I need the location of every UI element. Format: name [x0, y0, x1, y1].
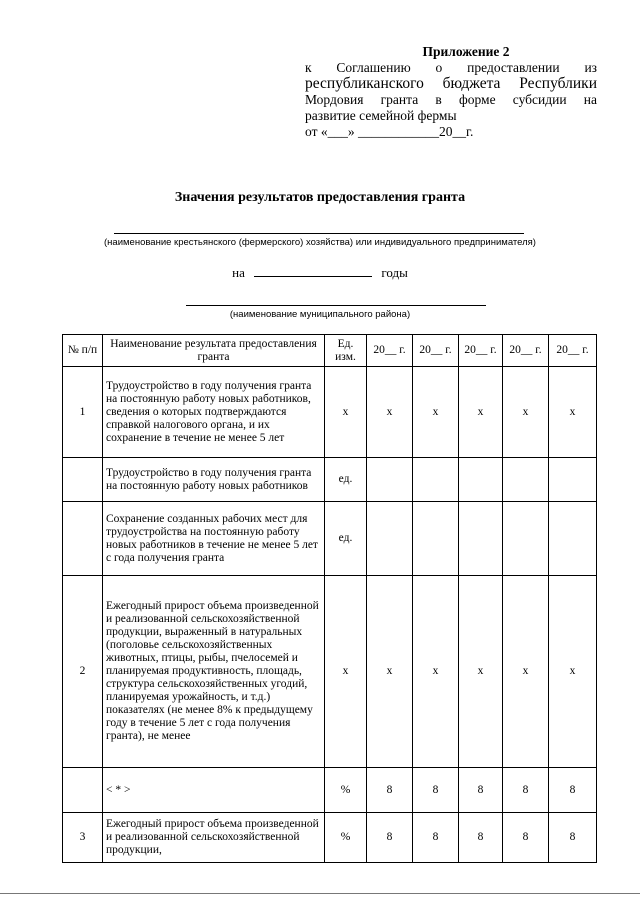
row-value	[367, 458, 413, 502]
row-value	[549, 458, 597, 502]
row-name: Трудоустройство в году получения гранта на постоянную работу новых работников, сведения о которых подтверждаются справкой налогового органа, и их сохранение в течение не менее 5 лет	[103, 367, 325, 458]
row-num	[63, 768, 103, 813]
appendix-line: Мордовия гранта в форме субсидии на	[305, 92, 597, 107]
row-value: х	[549, 576, 597, 768]
row-value: 8	[459, 813, 503, 863]
row-value	[413, 502, 459, 576]
document-heading: Значения результатов предоставления гранта	[174, 190, 466, 205]
row-value: 8	[549, 813, 597, 863]
table-row	[63, 768, 597, 813]
row-unit: ед.	[325, 458, 367, 502]
row-value	[367, 502, 413, 576]
row-name: < * >	[103, 768, 325, 813]
row-num: 1	[63, 367, 103, 458]
appendix-block	[305, 44, 597, 140]
row-value: х	[459, 576, 503, 768]
years-line	[0, 264, 640, 281]
row-value	[459, 458, 503, 502]
row-num	[63, 458, 103, 502]
row-value: 8	[503, 813, 549, 863]
row-value	[503, 502, 549, 576]
row-value: х	[459, 367, 503, 458]
row-unit: х	[325, 367, 367, 458]
row-unit: %	[325, 813, 367, 863]
years-prefix: на	[232, 265, 245, 280]
row-num	[63, 502, 103, 576]
results-table	[62, 334, 597, 863]
row-value: 8	[459, 768, 503, 813]
district-name-line	[186, 305, 486, 306]
row-value: 8	[413, 813, 459, 863]
district-caption: (наименование муниципального района)	[229, 309, 411, 320]
row-name: Ежегодный прирост объема произведенной и реализованной сельскохозяйственной продукции, выраженный в натуральных (поголовье сельскохозяйственных животных, птицы, рыбы, пчелосемей и планируемая продуктивность, площадь, структура сельскохозяйственных угодий, планируемая урожайность, и т.д.) показателях (не менее 8% к предыдущему году в течение 5 лет с года получения гранта), не менее	[103, 576, 325, 768]
row-value: 8	[549, 768, 597, 813]
appendix-title: Приложение 2	[422, 44, 510, 59]
table-row	[63, 502, 597, 576]
row-value	[503, 458, 549, 502]
years-suffix: годы	[381, 265, 408, 280]
appendix-line: от «___» ____________20__г.	[305, 124, 474, 139]
entity-name-line	[114, 233, 524, 234]
row-value: х	[367, 576, 413, 768]
appendix-line: к Соглашению о предоставлении из	[305, 60, 597, 75]
appendix-line: развитие семейной фермы	[305, 108, 457, 123]
header-year: 20__ г.	[503, 335, 549, 367]
row-unit: %	[325, 768, 367, 813]
header-year: 20__ г.	[549, 335, 597, 367]
table-row	[63, 367, 597, 458]
page-bottom-rule	[0, 893, 640, 894]
row-name: Ежегодный прирост объема произведенной и реализованной сельскохозяйственной продукции,	[103, 813, 325, 863]
row-value	[413, 458, 459, 502]
row-value: 8	[503, 768, 549, 813]
row-unit: ед.	[325, 502, 367, 576]
row-num: 2	[63, 576, 103, 768]
row-name: Сохранение созданных рабочих мест для трудоустройства на постоянную работу новых работников в течение не менее 5 лет с года получения гранта	[103, 502, 325, 576]
header-name: Наименование результата предоставления гранта	[103, 335, 325, 367]
header-year: 20__ г.	[413, 335, 459, 367]
table-row	[63, 576, 597, 768]
row-value: х	[367, 367, 413, 458]
header-num: № п/п	[63, 335, 103, 367]
table-row	[63, 458, 597, 502]
row-value: х	[549, 367, 597, 458]
row-value: 8	[367, 813, 413, 863]
row-value: х	[503, 576, 549, 768]
years-blank	[254, 264, 372, 277]
row-value: 8	[367, 768, 413, 813]
header-year: 20__ г.	[367, 335, 413, 367]
row-value: х	[413, 367, 459, 458]
header-unit: Ед. изм.	[325, 335, 367, 367]
row-name: Трудоустройство в году получения гранта на постоянную работу новых работников	[103, 458, 325, 502]
header-year: 20__ г.	[459, 335, 503, 367]
row-num: 3	[63, 813, 103, 863]
appendix-line: республиканского бюджета Республики	[305, 75, 597, 92]
row-value: х	[413, 576, 459, 768]
entity-caption: (наименование крестьянского (фермерского) хозяйства) или индивидуального предпринимателя)	[104, 237, 536, 248]
row-value: х	[503, 367, 549, 458]
row-value: 8	[413, 768, 459, 813]
row-value	[549, 502, 597, 576]
row-unit: х	[325, 576, 367, 768]
table-row	[63, 813, 597, 863]
row-value	[459, 502, 503, 576]
table-header-row	[63, 335, 597, 367]
